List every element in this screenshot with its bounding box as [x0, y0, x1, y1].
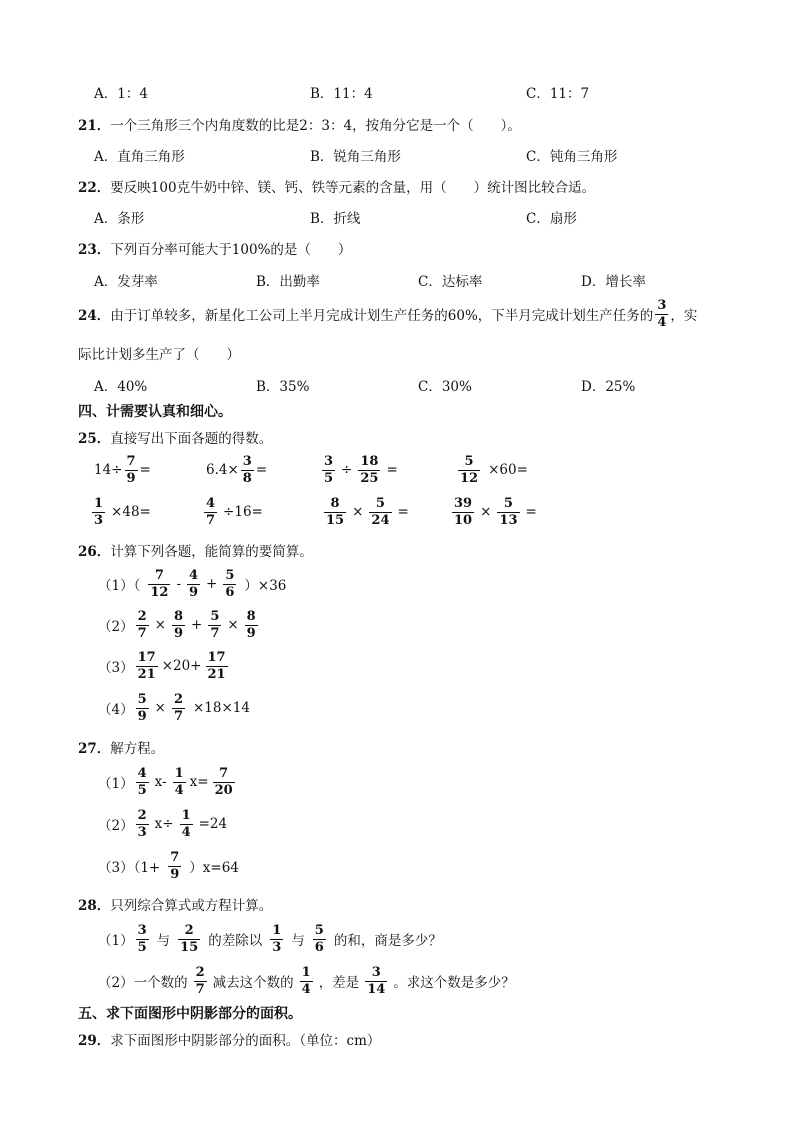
fraction: $\frac{4}{7}$ [206, 495, 216, 528]
question-text: 要反映100克牛奶中锌、镁、钙、铁等元素的含量，用（ ）统计图比较合适。 [110, 180, 596, 196]
q26-part-4: （4） $\frac{5}{9}$ × $\frac{2}{7}$ ×18×14 [98, 691, 250, 724]
q26-stem [78, 540, 313, 560]
question-number: 26． [78, 544, 111, 560]
fraction: $\frac{2}{3}$ [137, 807, 147, 840]
q24-option-c: C．30% [418, 379, 472, 395]
q20-option-b: B．11：4 [310, 86, 373, 102]
q22-option-c: C．扇形 [526, 211, 577, 227]
q27-stem [78, 737, 164, 757]
fraction: $\frac{5}{6}$ [314, 922, 324, 955]
q24-option-b: B．35% [256, 379, 310, 395]
fraction: $\frac{1}{4}$ [174, 765, 184, 798]
fraction: $\frac{2}{7}$ [137, 608, 147, 641]
fraction: $\frac{1}{4}$ [301, 964, 311, 997]
fraction: $\frac{8}{9}$ [246, 608, 256, 641]
fraction: $\frac{7}{9}$ [170, 849, 180, 882]
q28-part-1: （1） $\frac{3}{5}$ 与 $\frac{2}{15}$ 的差除以 $\frac{1}{3}$ 与 $\frac{5}{6}$ 的和，商是多少？ [98, 922, 442, 955]
question-number: 24． [78, 308, 111, 324]
question-number: 27． [78, 741, 111, 757]
q22-option-b: B．折线 [310, 211, 361, 227]
fraction: $\frac{8}{9}$ [173, 608, 183, 641]
q24-option-a: A．40% [94, 379, 148, 395]
fraction: $\frac{3}{5}$ [324, 453, 334, 486]
q25-expr-8: $\frac{39}{10}$ × $\frac{5}{13}$ = [454, 495, 537, 528]
q23-option-b: B．出勤率 [256, 274, 320, 290]
fraction: $\frac{4}{5}$ [137, 765, 147, 798]
fraction: $\frac{7}{12}$ [150, 567, 169, 600]
q23-option-a: A．发芽率 [94, 274, 158, 290]
question-number: 25． [78, 431, 111, 447]
fraction: $\frac{5}{12}$ [460, 453, 479, 486]
q27-part-3: （3）（1+ $\frac{7}{9}$ ）x=64 [98, 849, 239, 882]
q23-option-d: D．增长率 [581, 274, 646, 290]
fraction: $\frac{3}{14}$ [367, 964, 386, 997]
fraction: $\frac{7}{9}$ [126, 453, 136, 486]
fraction: $\frac{7}{20}$ [214, 765, 233, 798]
q25-expr-2: 6.4× $\frac{3}{8}$ = [206, 453, 268, 486]
question-text: 一个三角形三个内角度数的比是2：3：4，按角分它是一个（ ）。 [110, 118, 521, 134]
question-number: 22． [78, 180, 111, 196]
section-heading-4: 四、计需要认真和细心。 [78, 404, 232, 420]
fraction: $\frac{39}{10}$ [454, 495, 473, 528]
fraction: $\frac{17}{21}$ [137, 649, 156, 682]
q26-part-3: （3） $\frac{17}{21}$ ×20+ $\frac{17}{21}$ [98, 649, 226, 682]
q20-option-c: C．11：7 [526, 86, 590, 102]
q24-stem [78, 296, 697, 332]
question-text: 求下面图形中阴影部分的面积。（单位：cm） [110, 1033, 381, 1049]
q20-option-a: A．1：4 [94, 86, 148, 102]
question-number: 21． [78, 118, 111, 134]
fraction: $\frac{17}{21}$ [207, 649, 226, 682]
question-text: 计算下列各题，能简算的要简算。 [110, 544, 313, 560]
q21-option-b: B．锐角三角形 [310, 149, 401, 165]
q22-option-a: A．条形 [94, 211, 145, 227]
question-text: 下列百分率可能大于100%的是（ ） [110, 242, 352, 258]
q22-stem [78, 176, 595, 196]
q21-option-c: C．钝角三角形 [526, 149, 618, 165]
q25-expr-4: $\frac{5}{12}$ ×60= [460, 453, 528, 486]
fraction: $\frac{2}{7}$ [195, 964, 205, 997]
q24-option-d: D．25% [581, 379, 636, 395]
q27-part-1: （1） $\frac{4}{5}$ x- $\frac{1}{4}$ x= $\frac{7}{20}$ [98, 765, 233, 798]
q26-part-1: （1）（ $\frac{7}{12}$ - $\frac{4}{9}$ + $\frac{5}{6}$ ）×36 [98, 567, 287, 600]
fraction: $\frac{3}{4}$ [657, 297, 667, 330]
q21-option-a: A．直角三角形 [94, 149, 185, 165]
fraction: $\frac{5}{13}$ [499, 495, 518, 528]
q24-stem-line2: 际比计划多生产了（ ） [78, 347, 240, 363]
q28-stem [78, 894, 272, 914]
q25-expr-7: $\frac{8}{15}$ × $\frac{5}{24}$ = [326, 495, 409, 528]
question-text-cont: ，实 [670, 308, 698, 324]
q27-part-2: （2） $\frac{2}{3}$ x÷ $\frac{1}{4}$ =24 [98, 807, 228, 840]
q23-stem [78, 238, 351, 258]
fraction: $\frac{1}{3}$ [94, 495, 104, 528]
question-number: 28． [78, 898, 111, 914]
fraction: $\frac{3}{8}$ [242, 453, 252, 486]
fraction: $\frac{2}{7}$ [173, 691, 183, 724]
fraction: $\frac{5}{7}$ [210, 608, 220, 641]
fraction: $\frac{18}{25}$ [360, 453, 379, 486]
q29-stem [78, 1029, 380, 1049]
question-text: 直接写出下面各题的得数。 [110, 431, 273, 447]
q26-part-2: （2） $\frac{2}{7}$ × $\frac{8}{9}$ + $\frac{5}{7}$ × $\frac{8}{9}$ [98, 608, 256, 641]
fraction: $\frac{4}{9}$ [189, 567, 199, 600]
fraction: $\frac{3}{5}$ [137, 922, 147, 955]
q21-stem [78, 114, 521, 134]
question-number: 23． [78, 242, 111, 258]
question-text: 解方程。 [110, 741, 165, 757]
q23-option-c: C．达标率 [418, 274, 483, 290]
question-text: 只列综合算式或方程计算。 [110, 898, 273, 914]
question-number: 29． [78, 1033, 111, 1049]
fraction: $\frac{1}{3}$ [272, 922, 282, 955]
q25-expr-5: $\frac{1}{3}$ ×48= [94, 495, 151, 528]
q28-part-2: （2）一个数的 $\frac{2}{7}$ 减去这个数的 $\frac{1}{4}$ ，差是 $\frac{3}{14}$ 。求这个数是多少？ [98, 964, 515, 997]
q25-expr-1: 14÷ $\frac{7}{9}$ = [94, 453, 151, 486]
q25-expr-6: $\frac{4}{7}$ ÷16= [206, 495, 263, 528]
fraction: $\frac{2}{15}$ [180, 922, 199, 955]
fraction: $\frac{5}{9}$ [137, 691, 147, 724]
question-text: 由于订单较多，新星化工公司上半月完成计划生产任务的60%，下半月完成计划生产任务的 [110, 308, 654, 324]
q25-expr-3: $\frac{3}{5}$ ÷ $\frac{18}{25}$ = [324, 453, 398, 486]
q25-stem [78, 427, 272, 447]
fraction: $\frac{8}{15}$ [326, 495, 345, 528]
fraction: $\frac{5}{6}$ [225, 567, 235, 600]
section-heading-5: 五、求下面图形中阴影部分的面积。 [78, 1006, 302, 1022]
fraction: $\frac{5}{24}$ [371, 495, 390, 528]
fraction: $\frac{1}{4}$ [181, 807, 191, 840]
